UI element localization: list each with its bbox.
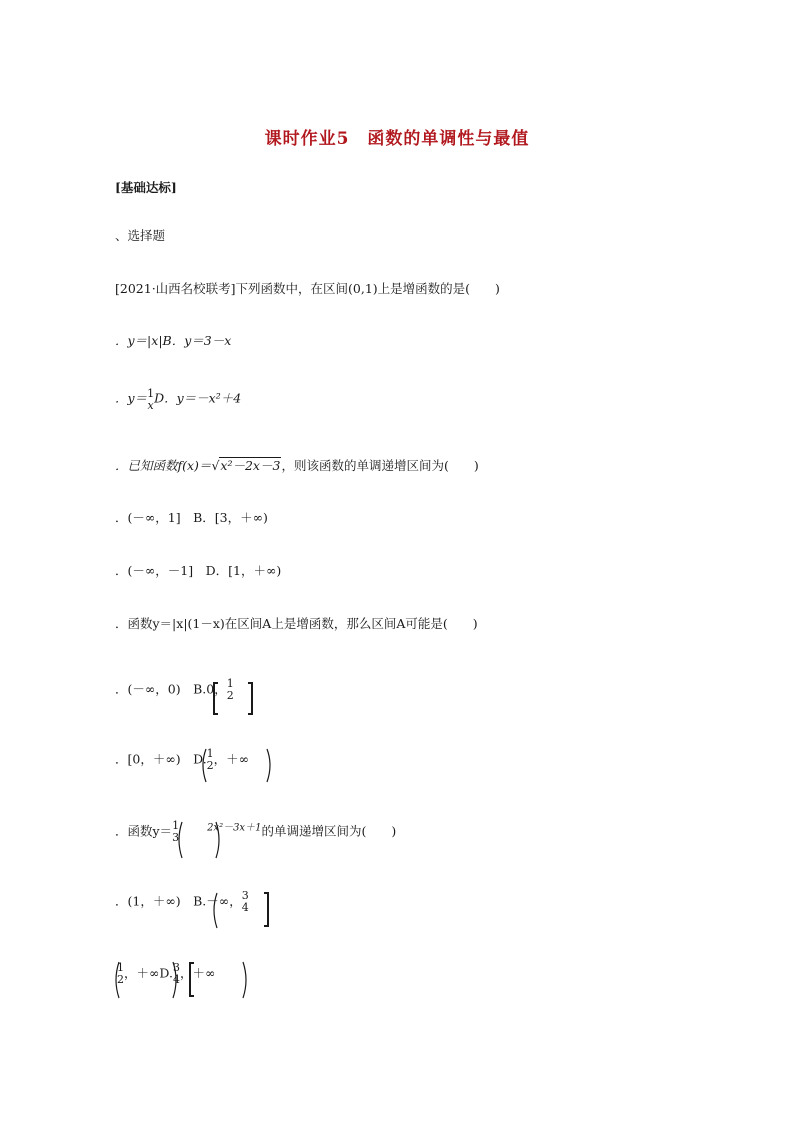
q4-stem-pre: ．函数y＝ (115, 823, 173, 839)
left-paren (179, 822, 182, 858)
q4-exponent: 2x²－3x＋1 (207, 822, 262, 834)
q3-option-a: ．(－∞，0) B. (115, 681, 207, 697)
q4-option-d-label: D. (159, 965, 173, 981)
section-label: [基础达标] (115, 180, 177, 195)
q3-option-c: ．[0，＋∞) D. (115, 751, 207, 767)
right-paren (216, 822, 219, 858)
option-c-fraction: 1 x (147, 387, 155, 412)
q2-radicand: x²－2x－3 (220, 458, 281, 473)
q4-option-c-tail: ，＋∞ (124, 965, 160, 981)
q4-option-b-lead: －∞， (206, 893, 242, 909)
question-1-options-ab: ．y＝|x|B．y＝3－x (115, 333, 232, 348)
part-heading: 、选择题 (115, 228, 166, 243)
option-d: D．y＝－x²＋4 (154, 390, 242, 406)
radical-sign: √ (211, 458, 220, 473)
q2-stem-post: ，则该函数的单调递增区间为( ) (281, 458, 479, 473)
q3-option-d-tail: ，＋∞ (213, 751, 250, 767)
right-paren (267, 749, 270, 782)
q4-option-b-fraction: 3 4 (241, 889, 249, 914)
q4-option-c-fraction: 1 2 (117, 961, 124, 986)
right-paren (243, 962, 246, 998)
page-title: 课时作业5 函数的单调性与最值 (264, 129, 530, 149)
q3-option-d-fraction: 1 2 (206, 747, 214, 772)
q4-option-d-fraction: 3 4 (172, 961, 180, 986)
right-square-bracket (248, 683, 252, 714)
q4-base-fraction: 1 3 (172, 819, 180, 844)
q2-stem-pre: ．已知函数f(x)＝ (115, 458, 212, 473)
question-3-stem: ．函数y＝|x|(1－x)在区间A上是增函数，那么区间A可能是( ) (115, 616, 478, 631)
question-2-options-ab: ．(－∞，1] B．[3，＋∞) (115, 510, 268, 525)
left-paren (214, 893, 217, 928)
q3-option-b-lead: 0， (206, 681, 227, 697)
question-2-options-cd: ．(－∞，－1] D．[1，＋∞) (115, 563, 282, 578)
q4-stem-post: 的单调递增区间为( ) (261, 823, 397, 839)
question-1-stem: [2021·山西名校联考]下列函数中，在区间(0,1)上是增函数的是( ) (115, 281, 500, 296)
option-c-prefix: ．y＝ (115, 390, 148, 406)
q4-option-d-tail: ，＋∞ (179, 965, 216, 981)
right-paren (173, 962, 176, 998)
left-paren (203, 749, 206, 782)
left-square-bracket (190, 963, 194, 996)
left-paren (116, 962, 119, 998)
q4-option-a: ．(1，＋∞) B. (115, 893, 207, 909)
left-square-bracket (214, 683, 218, 714)
right-square-bracket (264, 893, 268, 926)
q3-option-b-fraction: 1 2 (226, 677, 234, 702)
